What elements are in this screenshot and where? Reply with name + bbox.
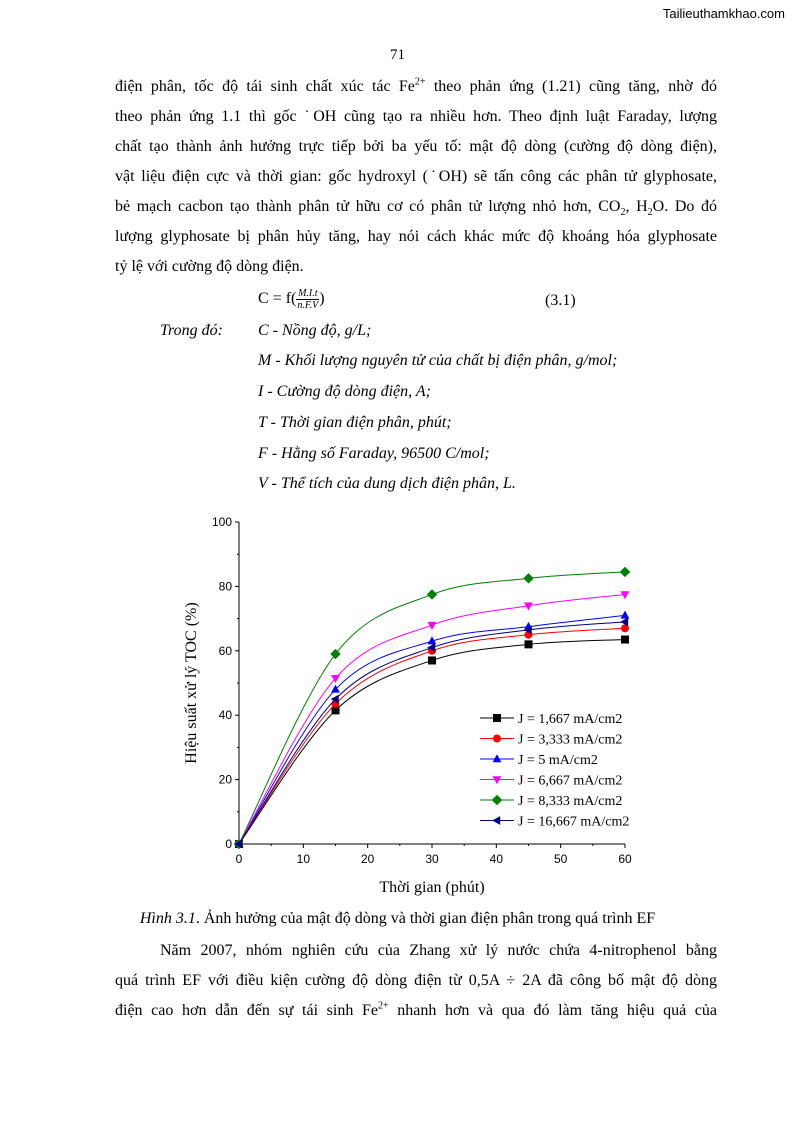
definition-item: I - Cường độ dòng điện, A; [258, 383, 431, 400]
y-tick-label: 100 [211, 515, 232, 529]
legend-marker [493, 754, 502, 762]
legend-marker [492, 816, 500, 825]
formula-fraction: $\frac{M.I.t}{n.F.V}$ [297, 288, 319, 311]
text-line: quá trình EF với điều kiện cường độ dòng điện từ 0,5A ÷ 2A đã công bố mật độ dòng [115, 972, 717, 989]
text-line: vật liệu điện cực và thời gian: gốc hydroxyl (˙OH) sẽ tấn công các phân tử glyphosate, [115, 168, 717, 185]
text-line: tỷ lệ với cường độ dòng điện. [115, 258, 304, 275]
x-tick-label: 40 [489, 852, 504, 866]
x-tick-label: 30 [425, 852, 439, 866]
definition-item: F - Hằng số Faraday, 96500 C/mol; [258, 445, 490, 462]
y-tick-label: 60 [218, 643, 232, 658]
data-point [428, 656, 436, 664]
paragraph-2 [115, 936, 717, 1026]
page-number: 71 [390, 47, 405, 63]
text-line: lượng glyphosate bị phân hủy tăng, hay nói cách khác mức độ khoáng hóa glyphosate [115, 228, 717, 245]
definition-item: V - Thể tích của dung dịch điện phân, L. [258, 475, 516, 492]
x-tick-label: 60 [618, 852, 632, 866]
text-line: chất tạo thành ảnh hưởng trực tiếp bởi ba yếu tố: mật độ dòng (cường độ dòng điện), [115, 138, 717, 155]
text-line: bẻ mạch cacbon tạo thành phân tử hữu cơ có phân tử lượng nhỏ hơn, $CO_2$, $H_2O$. Do đó [115, 198, 718, 219]
equation-number: (3.1) [545, 292, 576, 309]
watermark: Tailieuthamkhao.com [662, 6, 785, 21]
paragraph-1 [115, 72, 717, 282]
definition-item: M - Khối lượng nguyên tử của chất bị điện phân, g/mol; [258, 352, 618, 369]
figure-caption: Hình 3.1. Ảnh hưởng của mật độ dòng và thời gian điện phân trong quá trình EF [139, 910, 656, 927]
legend-label: J = 8,333 mA/cm2 [518, 794, 623, 809]
legend-label: J = 6,667 mA/cm2 [518, 773, 623, 789]
data-point [523, 573, 533, 583]
text-line: Năm 2007, nhóm nghiên cứu của Zhang xử lý nước chứa 4-nitrophenol bằng [160, 942, 717, 959]
data-point [427, 589, 437, 599]
x-tick-label: 50 [553, 852, 568, 866]
data-point [525, 640, 533, 648]
formula: C = f( $\frac{M.I.t}{n.F.V}$ ) [258, 288, 325, 311]
data-point [620, 567, 630, 577]
definition-item: C - Nồng độ, g/L; [258, 322, 372, 339]
legend-label: J = 16,667 mA/cm2 [518, 814, 630, 830]
y-tick-label: 80 [218, 579, 232, 594]
legend-marker [493, 776, 502, 784]
legend-marker [493, 714, 501, 722]
toc-efficiency-chart [170, 510, 660, 902]
x-tick-label: 0 [235, 852, 243, 866]
y-tick-label: 0 [225, 837, 232, 851]
legend-marker [493, 735, 501, 743]
legend-label: J = 5 mA/cm2 [518, 753, 598, 768]
x-axis-label: Thời gian (phút) [379, 879, 485, 896]
definition-item: T - Thời gian điện phân, phút; [258, 414, 452, 431]
x-tick-label: 10 [296, 852, 311, 866]
y-tick-label: 40 [218, 708, 232, 723]
definitions-label: Trong đó: [160, 322, 223, 339]
data-point [621, 636, 629, 644]
legend-label: J = 1,667 mA/cm2 [518, 712, 623, 727]
text-line: theo phản ứng 1.1 thì gốc ˙OH cũng tạo ra nhiều hơn. Theo định luật Faraday, lượng [115, 108, 717, 125]
text-line: điện cao hơn dẫn đến sự tái $\sinh Fe^{2+}$ nhanh hơn và qua đó làm tăng hiệu quả của [115, 1000, 717, 1019]
data-point [621, 611, 630, 619]
y-tick-label: 20 [218, 772, 232, 787]
legend-marker [492, 795, 502, 805]
y-axis-label: Hiệu suất xử lý TOC (%) [183, 602, 200, 764]
legend-label: J = 3,333 mA/cm2 [518, 732, 623, 748]
x-tick-label: 20 [360, 852, 375, 866]
text-line: điện phân, tốc độ tái sinh chất xúc tác $Fe^{2+}$ theo phản ứng (1.21) cũng tăng, nhờ đó [115, 76, 717, 95]
data-point [330, 649, 340, 659]
